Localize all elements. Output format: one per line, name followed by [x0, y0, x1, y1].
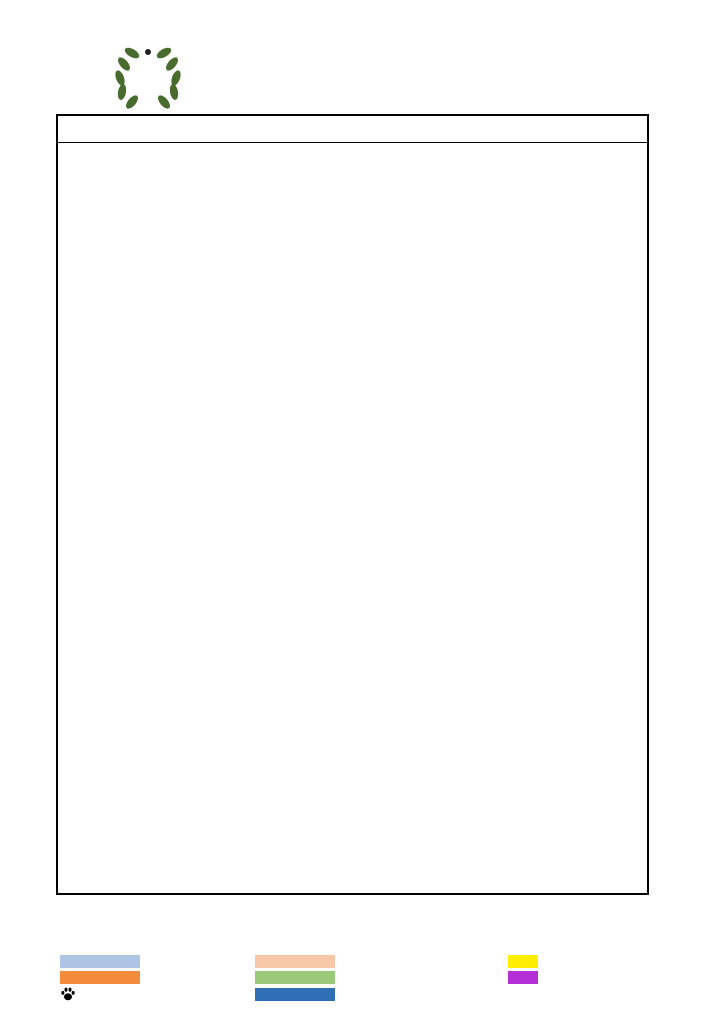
weekday-header [58, 116, 647, 143]
legend-item-course [255, 970, 343, 984]
legend-swatch [255, 971, 335, 984]
calendar-grid [56, 114, 649, 895]
legend-item-sales [60, 954, 148, 968]
line-qr-code[interactable] [578, 60, 628, 110]
legend-swatch [60, 971, 140, 984]
paw-icon [60, 986, 76, 1002]
legend-item-maintenance [508, 970, 546, 984]
legend-item-beauty [255, 954, 343, 968]
legend-col-3 [508, 954, 546, 984]
instagram-qr-code[interactable] [510, 60, 560, 110]
legend-swatch [508, 971, 538, 984]
legend-swatch [255, 955, 335, 968]
legend-swatch [60, 955, 140, 968]
legend-col-2 [255, 954, 343, 1001]
legend-swatch [255, 988, 335, 1001]
legend-item-pet [60, 987, 148, 1001]
legend-item-sports [255, 987, 343, 1001]
legend-swatch [508, 955, 538, 968]
legend-item-other [508, 954, 546, 968]
claps-logo [110, 38, 186, 110]
legend-item-handmade [60, 970, 148, 984]
legend-col-1 [60, 954, 148, 1001]
